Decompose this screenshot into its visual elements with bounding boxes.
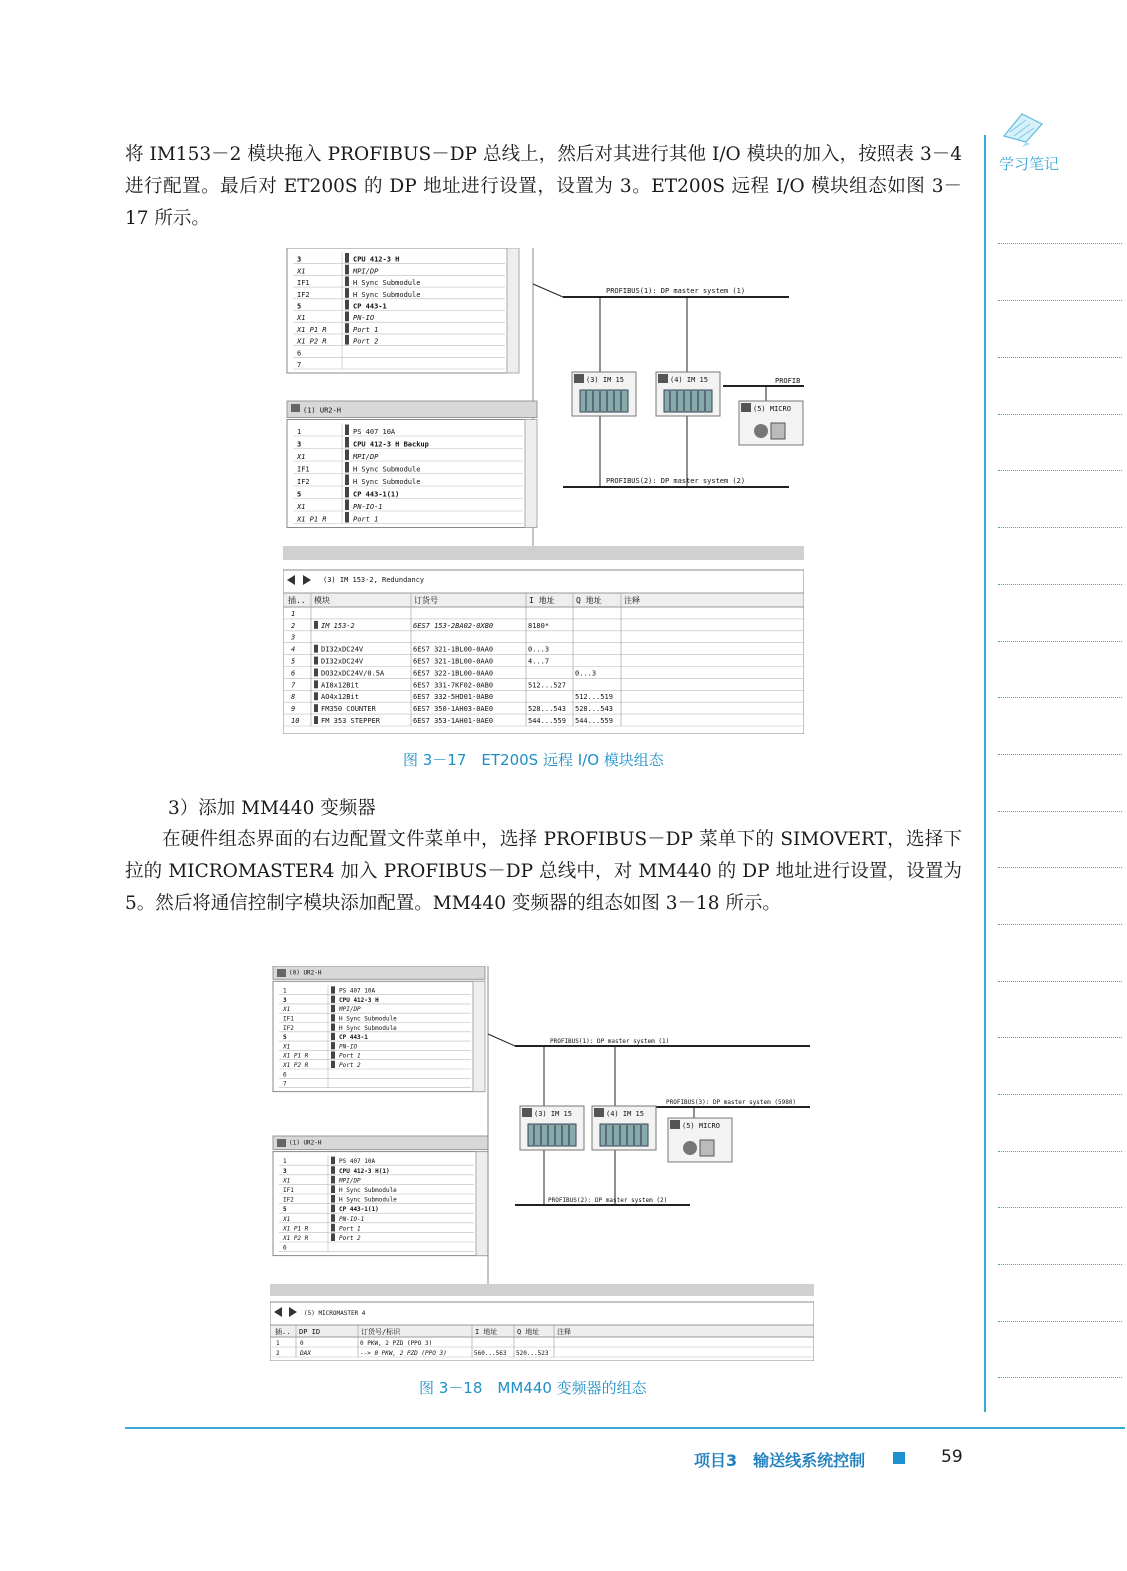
section-heading-add-mm440: 3）添加 MM440 变频器 <box>168 798 376 819</box>
hw-config-screenshot-1 <box>283 248 804 734</box>
fig2-rack1-slot-8: X1 P2 R <box>283 1062 309 1069</box>
fig1-row-slot-8: 9 <box>291 705 296 714</box>
fig1-rack1-module-6: Port 1 <box>353 325 379 334</box>
figure-3-18-screenshot <box>270 966 814 1361</box>
fig1-row-slot-6: 7 <box>291 681 296 690</box>
fig2-rack2-module-icon-6 <box>331 1214 335 1222</box>
fig1-row-slot-9: 10 <box>291 717 300 725</box>
fig1-row-icon-1 <box>314 621 318 629</box>
fig1-rack1-module-icon-6 <box>345 323 349 333</box>
note-line-14 <box>998 981 1122 982</box>
note-line-19 <box>998 1264 1122 1265</box>
fig2-hscroll <box>270 1284 814 1296</box>
fig1-header-2: 订货号 <box>414 596 438 605</box>
fig1-rack1-module-4: CP 443-1 <box>353 302 387 311</box>
fig2-station-b-label: (4) IM 15 <box>606 1110 644 1118</box>
fig2-station-c-motor <box>683 1141 697 1155</box>
fig2-rack2-slot-1: 3 <box>283 1167 287 1175</box>
fig1-rack1-slot-3: IF2 <box>297 290 310 299</box>
fig1-row-slot-5: 6 <box>291 669 296 678</box>
fig1-station-b-icon <box>658 374 668 383</box>
fig1-station-a-label: (3) IM 15 <box>586 376 624 384</box>
fig1-station-c-label: (5) MICRO <box>753 405 791 413</box>
fig2-rack1-slot-1: 3 <box>283 996 287 1004</box>
fig1-rack1-slot-9: 7 <box>297 361 302 369</box>
fig1-rack2-slot-2: X1 <box>297 453 306 461</box>
fig1-rack1-slot-1: X1 <box>297 267 306 276</box>
fig2-rack1-slot-4: IF2 <box>283 1024 294 1032</box>
fig1-station-a-icon <box>574 374 584 383</box>
fig1-rack2-slot-5: 5 <box>297 490 302 499</box>
fig2-rack1-slot-0: 1 <box>283 987 287 995</box>
fig2-rack2-slot-3: IF1 <box>283 1187 294 1194</box>
fig2-rack2-slot-2: X1 <box>283 1177 291 1185</box>
fig2-rack1-module-icon-0 <box>331 986 335 993</box>
fig2-rack1-scrollbar <box>473 981 485 1091</box>
fig1-row-module-8: FM350 COUNTER <box>321 705 376 714</box>
fig1-row-order-1: 6ES7 153-2BA02-0XB0 <box>413 621 494 630</box>
fig1-rack2-module-7: Port 1 <box>353 515 379 524</box>
footer-square-marker <box>893 1452 905 1464</box>
fig1-rack2-slot-0: 1 <box>297 428 302 436</box>
fig1-rack1-module-icon-2 <box>345 276 349 286</box>
fig2-rack1-module-4: H Sync Submodule <box>339 1024 397 1032</box>
fig2-row-order-0: 0 PKW, 2 PZD (PPO 3) <box>360 1340 433 1347</box>
fig1-rack2-scrollbar <box>525 420 537 528</box>
fig1-rack1-module-icon-7 <box>345 335 349 345</box>
fig1-row-module-1: IM 153-2 <box>321 621 355 630</box>
fig1-row-slot-7: 8 <box>291 693 296 702</box>
fig2-row-iaddr-1: 560...563 <box>474 1350 507 1357</box>
fig2-rack2-slot-5: 5 <box>283 1206 287 1214</box>
fig1-rack2-slot-3: IF1 <box>297 465 310 474</box>
fig1-header-5: 注释 <box>624 596 640 605</box>
note-line-8 <box>998 641 1122 642</box>
fig1-bus2-label: PROFIBUS(2): DP master system (2) <box>606 477 746 485</box>
fig1-row-qaddr-5: 0...3 <box>575 669 597 678</box>
fig1-header-4: Q 地址 <box>576 596 602 605</box>
fig1-station-c-motor <box>754 424 768 438</box>
fig1-rack2-module-6: PN-IO-1 <box>353 503 383 511</box>
fig2-row-slot-0: 1 <box>276 1340 280 1347</box>
fig2-rack1-title: (0) UR2-H <box>289 969 322 977</box>
fig2-rack2-module-icon-3 <box>331 1185 335 1193</box>
fig2-row-id-1: DAX <box>300 1350 311 1357</box>
fig2-rack1-slot-3: IF1 <box>283 1015 294 1023</box>
fig1-row-slot-0: 1 <box>291 609 296 618</box>
fig1-row-module-7: AO4x12Bit <box>321 693 359 702</box>
figure-3-18-caption: 图 3－18 MM440 变频器的组态 <box>419 1379 647 1397</box>
fig2-row-id-0: 0 <box>300 1340 304 1347</box>
fig2-rack2-module-7: Port 1 <box>339 1225 361 1233</box>
fig1-row-module-9: FM 353 STEPPER <box>321 717 381 725</box>
fig1-row-icon-4 <box>314 657 318 665</box>
paragraph-mm440: 在硬件组态界面的右边配置文件菜单中，选择 PROFIBUS－DP 菜单下的 SIMOVERT，选择下拉的 MICROMASTER4 加入 PROFIBUS－DP 总线中，对 MM440 的 DP 地址进行设置，设置为 5。然后将通信控制字模块添加配置。MM440 变频器的组态如图 3－18 所示。 <box>125 829 962 914</box>
fig2-header-5: 注释 <box>557 1328 571 1336</box>
fig2-rack1-slot-7: X1 P1 R <box>283 1052 309 1060</box>
fig2-rack2-module-2: MPI/DP <box>339 1177 361 1185</box>
paragraph-et200s: 将 IM153－2 模块拖入 PROFIBUS－DP 总线上，然后对其进行其他 I/O 模块的加入，按照表 3－4 进行配置。最后对 ET200S 的 DP 地址进行设置，设置为 3。ET200S 远程 I/O 模块组态如图 3－17 所示。 <box>125 144 962 229</box>
fig1-row-order-6: 6ES7 331-7KF02-0AB0 <box>413 681 494 690</box>
fig1-station-c-icon <box>741 403 751 412</box>
fig2-header-1: DP ID <box>299 1328 321 1336</box>
fig1-row-order-8: 6ES7 350-1AH03-0AE0 <box>413 705 494 714</box>
fig2-row-order-1: --> 0 PKW, 2 PZD (PPO 3) <box>360 1350 447 1357</box>
fig2-rack1-module-8: Port 2 <box>339 1062 361 1069</box>
fig1-rack1-module-icon-5 <box>345 312 349 322</box>
fig2-rack2-slot-7: X1 P1 R <box>283 1225 309 1233</box>
fig1-rack2-module-3: H Sync Submodule <box>353 465 421 474</box>
fig2-rack1-module-icon-4 <box>331 1024 335 1031</box>
fig2-rack1-module-icon-8 <box>331 1061 335 1068</box>
fig1-rack2-module-icon-5 <box>345 487 349 498</box>
fig1-rack1-module-icon-3 <box>345 288 349 298</box>
fig2-rack2-module-4: H Sync Submodule <box>339 1196 397 1204</box>
note-line-3 <box>998 357 1122 358</box>
fig1-row-icon-5 <box>314 669 318 677</box>
footer-rule <box>125 1427 1125 1429</box>
fig1-rack1-slot-4: 5 <box>297 302 302 311</box>
fig2-station-c-drive <box>700 1140 714 1156</box>
note-line-18 <box>998 1207 1122 1208</box>
fig1-row-order-3: 6ES7 321-1BL00-0AA0 <box>413 645 494 654</box>
fig2-bus3-label: PROFIBUS(3): DP master system (5980) <box>666 1099 797 1106</box>
fig1-row-order-5: 6ES7 322-1BL00-0AA0 <box>413 669 494 678</box>
fig1-row-qaddr-7: 512...519 <box>575 693 613 702</box>
fig1-row-module-4: DI32xDC24V <box>321 657 364 666</box>
fig1-rack1-module-2: H Sync Submodule <box>353 279 421 288</box>
note-line-5 <box>998 470 1122 471</box>
note-line-2 <box>998 300 1122 301</box>
fig2-rack2-module-5: CP 443-1(1) <box>339 1206 379 1214</box>
fig1-rack1-module-icon-0 <box>345 253 349 263</box>
fig1-row-order-7: 6ES7 332-5HD01-0AB0 <box>413 693 494 702</box>
fig2-rack1-module-7: Port 1 <box>339 1052 361 1060</box>
fig2-rack1-module-1: CPU 412-3 H <box>339 996 379 1004</box>
fig2-rack2-module-icon-5 <box>331 1205 335 1213</box>
fig1-rack2-module-icon-6 <box>345 500 349 511</box>
fig2-rack1-module-icon-1 <box>331 996 335 1003</box>
fig1-row-icon-6 <box>314 680 318 688</box>
fig1-rack2-module-4: H Sync Submodule <box>353 478 421 486</box>
fig2-header-row <box>270 1325 814 1337</box>
fig1-row-module-6: AI8x12Bit <box>321 681 359 690</box>
fig2-rack2-module-icon-8 <box>331 1233 335 1241</box>
fig1-rack2-module-icon-3 <box>345 462 349 473</box>
fig1-row-qaddr-9: 544...559 <box>575 717 613 725</box>
fig2-rack2-module-icon-7 <box>331 1224 335 1232</box>
fig1-row-icon-7 <box>314 692 318 700</box>
fig2-header-0: 插.. <box>275 1328 291 1336</box>
fig1-hscroll <box>283 546 804 560</box>
note-line-20 <box>998 1321 1122 1322</box>
fig2-rack2-module-6: PN-IO-1 <box>339 1215 365 1223</box>
fig2-row-qaddr-1: 520...523 <box>516 1350 549 1357</box>
fig1-rack1-module-5: PN-IO <box>353 314 375 323</box>
fig1-rack2-module-1: CPU 412-3 H Backup <box>353 440 429 449</box>
fig1-rack2-module-icon-1 <box>345 437 349 448</box>
fig2-rack2-scrollbar <box>476 1152 488 1256</box>
note-line-15 <box>998 1037 1122 1038</box>
fig1-rack1-slot-8: 6 <box>297 349 302 358</box>
note-line-11 <box>998 811 1122 812</box>
fig1-rack2-slot-1: 3 <box>297 440 302 449</box>
note-line-7 <box>998 584 1122 585</box>
fig2-rack1-slot-2: X1 <box>283 1006 291 1014</box>
fig2-station-c-icon <box>670 1120 680 1129</box>
fig2-header-4: Q 地址 <box>517 1328 540 1336</box>
note-line-10 <box>998 754 1122 755</box>
fig1-row-slot-4: 5 <box>291 657 296 666</box>
fig1-rack2-module-icon-7 <box>345 512 349 523</box>
fig2-rack2-slot-0: 1 <box>283 1158 287 1166</box>
fig1-row-slot-2: 3 <box>291 633 296 642</box>
fig1-rack1-slot-2: IF1 <box>297 279 310 288</box>
fig1-rack1-module-icon-1 <box>345 265 349 275</box>
note-line-21 <box>998 1377 1122 1378</box>
fig2-rack1-rack-icon <box>277 969 286 977</box>
fig2-rack1-module-icon-6 <box>331 1042 335 1049</box>
fig1-rack2-slot-7: X1 P1 R <box>297 515 327 524</box>
fig2-station-a-icon <box>522 1108 532 1117</box>
fig2-rack1-module-icon-3 <box>331 1014 335 1021</box>
fig1-rack2-module-0: PS 407 10A <box>353 428 396 436</box>
fig2-rack1-slot-9: 6 <box>283 1071 287 1079</box>
figure-3-17-caption: 图 3－17 ET200S 远程 I/O 模块组态 <box>403 751 664 769</box>
note-line-9 <box>998 697 1122 698</box>
fig1-rack2-module-5: CP 443-1(1) <box>353 490 400 499</box>
fig1-rack1-slot-7: X1 P2 R <box>297 337 327 346</box>
fig1-header-1: 模块 <box>314 596 330 605</box>
fig1-rack1-scrollbar <box>507 248 519 373</box>
fig1-row-icon-9 <box>314 716 318 724</box>
fig2-rack1-module-2: MPI/DP <box>339 1006 361 1014</box>
fig2-rack2-slot-6: X1 <box>283 1215 291 1223</box>
fig1-row-iaddr-1: 8180* <box>528 621 550 630</box>
fig1-rack1-slot-0: 3 <box>297 255 302 264</box>
fig1-detail-title: (3) IM 153-2, Redundancy <box>323 576 425 584</box>
fig1-row-order-4: 6ES7 321-1BL00-0AA0 <box>413 657 494 666</box>
fig1-row-iaddr-6: 512...527 <box>528 681 566 690</box>
margin-rule <box>984 135 986 1412</box>
fig1-row-module-3: DI32xDC24V <box>321 645 364 654</box>
fig2-rack1-module-6: PN-IO <box>339 1043 358 1051</box>
fig1-row-module-5: DO32xDC24V/0.5A <box>321 669 385 678</box>
fig2-rack2-module-3: H Sync Submodule <box>339 1187 397 1194</box>
fig1-rack2-slot-6: X1 <box>297 503 306 511</box>
fig1-header-3: I 地址 <box>529 596 555 605</box>
fig1-row-qaddr-8: 528...543 <box>575 705 613 714</box>
fig2-bus1-label: PROFIBUS(1): DP master system (1) <box>550 1038 670 1045</box>
fig1-rack1-module-3: H Sync Submodule <box>353 290 421 299</box>
study-notes-title: 学习笔记 <box>999 155 1060 173</box>
fig2-station-b-icon <box>594 1108 604 1117</box>
fig2-rack1-module-icon-7 <box>331 1051 335 1058</box>
fig1-rack2-slot-4: IF2 <box>297 478 310 486</box>
notebook-icon <box>1000 108 1046 148</box>
fig1-rack2-module-2: MPI/DP <box>353 453 379 461</box>
fig2-station-c-label: (5) MICRO <box>682 1122 720 1130</box>
fig1-rack2-title: (1) UR2-H <box>303 406 341 415</box>
fig1-rack2-module-icon-2 <box>345 450 349 461</box>
fig1-row-icon-8 <box>314 704 318 712</box>
note-line-6 <box>998 527 1122 528</box>
fig2-detail-title: (5) MICROMASTER 4 <box>304 1310 366 1317</box>
fig2-rack1-module-icon-5 <box>331 1033 335 1040</box>
fig1-header-0: 插.. <box>288 596 306 605</box>
fig1-rack1-slot-6: X1 P1 R <box>297 325 327 334</box>
fig2-rack2-module-8: Port 2 <box>339 1235 361 1242</box>
fig1-row-iaddr-4: 4...7 <box>528 657 550 666</box>
fig1-row-iaddr-3: 0...3 <box>528 645 550 654</box>
fig2-rack2-module-icon-4 <box>331 1195 335 1203</box>
fig2-rack2-rack-icon <box>277 1139 286 1147</box>
fig2-rack2-slot-4: IF2 <box>283 1196 294 1204</box>
fig1-rack2-module-icon-4 <box>345 475 349 486</box>
fig1-rack2-module-icon-0 <box>345 425 349 436</box>
page-number: 59 <box>941 1447 963 1467</box>
note-line-16 <box>998 1094 1122 1095</box>
fig2-rack1-table <box>273 981 485 1091</box>
fig2-rack2-module-icon-1 <box>331 1166 335 1174</box>
fig2-rack1-module-5: CP 443-1 <box>339 1034 368 1042</box>
fig2-header-3: I 地址 <box>475 1328 498 1336</box>
fig2-header-2: 订货号/标识 <box>361 1328 401 1336</box>
fig2-row-slot-1: 2 <box>276 1350 280 1357</box>
fig1-station-c-drive <box>771 423 785 439</box>
fig1-rack1-module-0: CPU 412-3 H <box>353 255 400 264</box>
fig1-rack1-module-icon-4 <box>345 300 349 310</box>
note-line-17 <box>998 1151 1122 1152</box>
fig2-rack2-slot-8: X1 P2 R <box>283 1235 309 1242</box>
fig1-station-b-label: (4) IM 15 <box>670 376 708 384</box>
fig1-row-order-9: 6ES7 353-1AH01-0AE0 <box>413 717 494 725</box>
fig2-rack2-module-1: CPU 412-3 H(1) <box>339 1167 390 1175</box>
fig1-row-slot-1: 2 <box>291 621 296 630</box>
footer-project-title: 项目3 输送线系统控制 <box>694 1451 866 1470</box>
fig2-rack1-module-icon-2 <box>331 1005 335 1012</box>
fig1-row-iaddr-9: 544...559 <box>528 717 566 725</box>
fig1-bus1-label: PROFIBUS(1): DP master system (1) <box>606 287 746 295</box>
fig1-rack1-slot-5: X1 <box>297 314 306 323</box>
fig2-rack2-slot-9: 6 <box>283 1244 287 1252</box>
note-line-13 <box>998 924 1122 925</box>
fig2-rack2-title: (1) UR2-H <box>289 1139 322 1147</box>
fig2-rack2-module-icon-2 <box>331 1176 335 1184</box>
fig1-bus3-label: PROFIB <box>775 377 801 385</box>
fig1-rack2-rack-icon <box>291 404 300 412</box>
note-line-12 <box>998 867 1122 868</box>
fig2-rack1-module-3: H Sync Submodule <box>339 1015 397 1023</box>
fig2-rack2-module-icon-0 <box>331 1157 335 1165</box>
fig2-rack1-module-0: PS 407 10A <box>339 987 376 995</box>
figure-3-17-screenshot <box>283 248 804 734</box>
fig2-rack1-slot-10: 7 <box>283 1080 287 1088</box>
fig2-rack1-slot-5: 5 <box>283 1034 287 1042</box>
fig1-row-slot-3: 4 <box>291 645 296 654</box>
fig2-rack2-module-0: PS 407 10A <box>339 1158 376 1166</box>
fig2-station-a-label: (3) IM 15 <box>534 1110 572 1118</box>
note-line-4 <box>998 414 1122 415</box>
fig1-row-icon-3 <box>314 645 318 653</box>
fig1-rack1-module-1: MPI/DP <box>353 267 379 276</box>
fig1-rack1-module-7: Port 2 <box>353 337 379 346</box>
fig2-bus2-label: PROFIBUS(2): DP master system (2) <box>548 1197 668 1204</box>
fig2-rack1-slot-6: X1 <box>283 1043 291 1051</box>
fig1-row-iaddr-8: 528...543 <box>528 705 566 714</box>
hw-config-screenshot-2 <box>270 966 814 1361</box>
note-line-1 <box>998 243 1122 244</box>
